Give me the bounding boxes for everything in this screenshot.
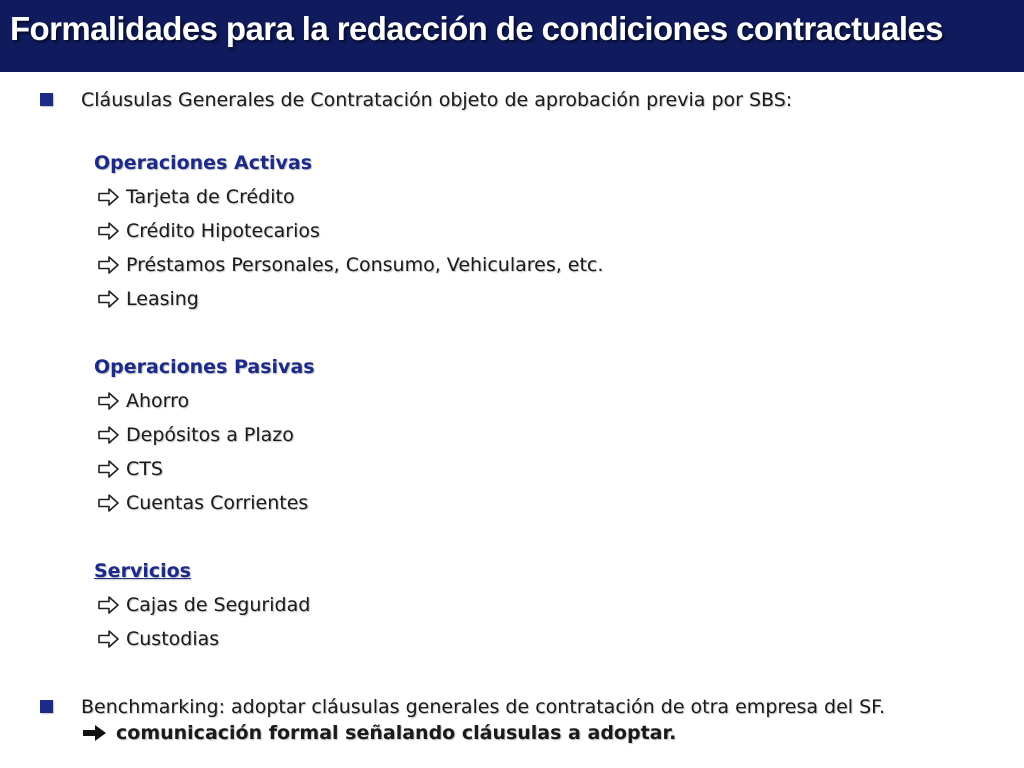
section-heading-activas: Operaciones Activas	[94, 152, 313, 174]
list-item	[98, 220, 320, 242]
item-label: Cuentas Corrientes	[126, 492, 309, 514]
item-label: Custodias	[126, 628, 220, 650]
outlined-right-arrow-icon	[98, 425, 120, 445]
bold-right-arrow-icon	[82, 723, 108, 743]
outlined-right-arrow-icon	[98, 187, 120, 207]
outlined-right-arrow-icon	[98, 255, 120, 275]
section-heading-servicios: Servicios	[94, 560, 191, 582]
item-label: Ahorro	[126, 390, 190, 412]
benchmarking-sub-line	[82, 722, 676, 744]
outlined-right-arrow-icon	[98, 289, 120, 309]
outlined-right-arrow-icon	[98, 629, 120, 649]
list-item	[98, 594, 310, 616]
list-item	[98, 254, 603, 276]
title-bar	[0, 0, 1024, 72]
item-label: Crédito Hipotecarios	[126, 220, 320, 242]
item-label: Préstamos Personales, Consumo, Vehiculares, etc.	[126, 254, 604, 276]
section-heading-pasivas: Operaciones Pasivas	[94, 356, 315, 378]
list-item	[98, 186, 295, 208]
square-bullet-icon	[40, 93, 53, 106]
outlined-right-arrow-icon	[98, 391, 120, 411]
list-item	[98, 390, 189, 412]
item-label: CTS	[126, 458, 163, 480]
slide-title: Formalidades para la redacción de condiciones contractuales	[10, 10, 943, 47]
list-item	[98, 628, 219, 650]
item-label: Depósitos a Plazo	[126, 424, 294, 446]
outlined-right-arrow-icon	[98, 595, 120, 615]
bullet-benchmarking	[40, 694, 885, 720]
item-label: Cajas de Seguridad	[126, 594, 311, 616]
list-item	[98, 288, 199, 310]
square-bullet-icon	[40, 700, 53, 713]
list-item	[98, 424, 294, 446]
item-label: Tarjeta de Crédito	[126, 186, 295, 208]
item-label: Leasing	[126, 288, 199, 310]
bullet-text: Cláusulas Generales de Contratación objeto de aprobación previa por SBS:	[81, 89, 793, 111]
list-item	[98, 492, 308, 514]
outlined-right-arrow-icon	[98, 459, 120, 479]
bullet-text: Benchmarking: adoptar cláusulas generales de contratación de otra empresa del SF.	[81, 696, 886, 718]
list-item	[98, 458, 163, 480]
outlined-right-arrow-icon	[98, 221, 120, 241]
bullet-clausulas	[40, 87, 792, 113]
outlined-right-arrow-icon	[98, 493, 120, 513]
sub-line-text: comunicación formal señalando cláusulas a adoptar.	[116, 722, 677, 744]
